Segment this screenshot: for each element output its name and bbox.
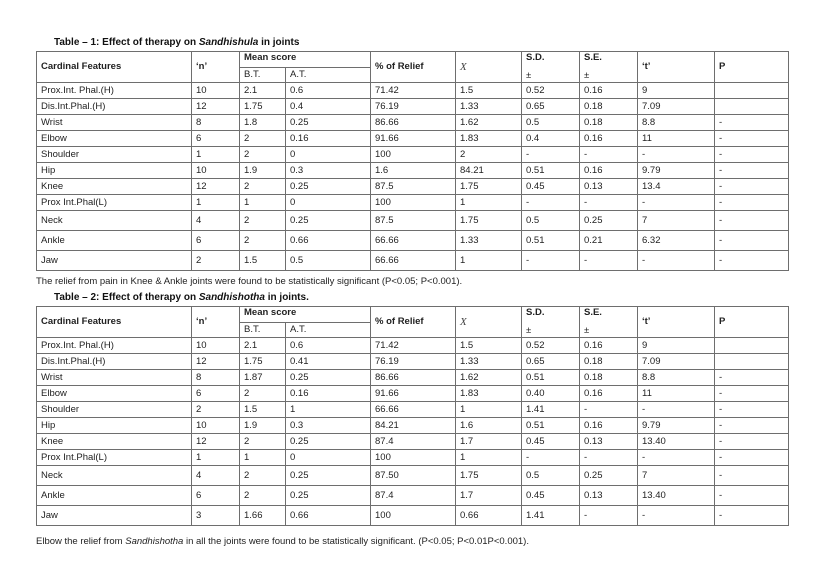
cell-at: 0	[286, 450, 371, 466]
table1	[36, 51, 789, 271]
cell-t: -	[638, 251, 715, 271]
cell-cardinal-feature: Prox Int.Phal(L)	[37, 450, 192, 466]
header-percent-relief: % of Relief	[371, 307, 456, 338]
cell-se: -	[580, 506, 638, 526]
cell-t: -	[638, 195, 715, 211]
table2-caption: Table – 2: Effect of therapy on Sandhishotha in joints.	[54, 292, 309, 303]
cell-sd: 0.5	[522, 466, 580, 486]
header-cardinal-features: Cardinal Features	[37, 307, 192, 338]
cell-cardinal-feature: Neck	[37, 466, 192, 486]
cell-n: 10	[192, 418, 240, 434]
cell-cardinal-feature: Prox.Int. Phal.(H)	[37, 83, 192, 99]
cell-n: 3	[192, 506, 240, 526]
cell-relief: 87.4	[371, 434, 456, 450]
cell-at: 0.25	[286, 466, 371, 486]
cell-cardinal-feature: Hip	[37, 163, 192, 179]
cell-n: 6	[192, 486, 240, 506]
header-cardinal-features: Cardinal Features	[37, 52, 192, 83]
cell-relief: 100	[371, 450, 456, 466]
table-row	[37, 115, 789, 131]
header-se: S.E. ±	[580, 307, 638, 338]
cell-x: 1.75	[456, 211, 522, 231]
cell-t: 7.09	[638, 99, 715, 115]
table-row	[37, 402, 789, 418]
cell-cardinal-feature: Ankle	[37, 231, 192, 251]
header-n: ‘n’	[192, 307, 240, 338]
cell-n: 6	[192, 231, 240, 251]
cell-cardinal-feature: Prox.Int. Phal.(H)	[37, 338, 192, 354]
cell-cardinal-feature: Hip	[37, 418, 192, 434]
table-row	[37, 83, 789, 99]
cell-se: 0.13	[580, 179, 638, 195]
cell-se: 0.16	[580, 386, 638, 402]
table-row	[37, 486, 789, 506]
cell-at: 0.6	[286, 83, 371, 99]
cell-p: -	[715, 506, 789, 526]
cell-n: 10	[192, 338, 240, 354]
cell-sd: -	[522, 251, 580, 271]
cell-se: 0.13	[580, 434, 638, 450]
cell-cardinal-feature: Wrist	[37, 370, 192, 386]
cell-cardinal-feature: Elbow	[37, 386, 192, 402]
cell-bt: 2	[240, 486, 286, 506]
cell-at: 1	[286, 402, 371, 418]
cell-sd: 0.4	[522, 131, 580, 147]
cell-relief: 1.6	[371, 163, 456, 179]
cell-se: -	[580, 251, 638, 271]
cell-se: 0.18	[580, 370, 638, 386]
cell-x: 1.83	[456, 386, 522, 402]
table-row	[37, 434, 789, 450]
header-se: S.E. ±	[580, 52, 638, 83]
cell-x: 1.33	[456, 354, 522, 370]
cell-n: 12	[192, 354, 240, 370]
cell-bt: 2.1	[240, 83, 286, 99]
cell-x: 1.6	[456, 418, 522, 434]
cell-p: -	[715, 402, 789, 418]
cell-bt: 2	[240, 179, 286, 195]
cell-bt: 2	[240, 147, 286, 163]
cell-n: 10	[192, 163, 240, 179]
cell-p: -	[715, 115, 789, 131]
cell-at: 0	[286, 147, 371, 163]
cell-p: -	[715, 434, 789, 450]
cell-bt: 2	[240, 466, 286, 486]
cell-p	[715, 99, 789, 115]
cell-bt: 1.75	[240, 99, 286, 115]
cell-se: 0.16	[580, 338, 638, 354]
cell-t: 13.40	[638, 434, 715, 450]
table2-header-row	[37, 307, 789, 323]
cell-bt: 2.1	[240, 338, 286, 354]
cell-t: -	[638, 450, 715, 466]
cell-n: 1	[192, 147, 240, 163]
cell-relief: 66.66	[371, 402, 456, 418]
cell-at: 0.25	[286, 115, 371, 131]
cell-p: -	[715, 179, 789, 195]
header-p: P	[715, 52, 789, 83]
cell-p: -	[715, 386, 789, 402]
cell-t: -	[638, 506, 715, 526]
cell-sd: 0.5	[522, 115, 580, 131]
cell-relief: 86.66	[371, 115, 456, 131]
cell-se: 0.25	[580, 466, 638, 486]
cell-cardinal-feature: Jaw	[37, 251, 192, 271]
cell-t: 9.79	[638, 163, 715, 179]
header-mean-score: Mean score	[240, 307, 371, 323]
cell-at: 0.3	[286, 418, 371, 434]
cell-x: 2	[456, 147, 522, 163]
cell-x: 1	[456, 450, 522, 466]
cell-p: -	[715, 131, 789, 147]
cell-n: 8	[192, 370, 240, 386]
cell-se: 0.18	[580, 354, 638, 370]
cell-t: 7	[638, 211, 715, 231]
table-row	[37, 131, 789, 147]
cell-at: 0.25	[286, 179, 371, 195]
cell-t: 9.79	[638, 418, 715, 434]
header-percent-relief: % of Relief	[371, 52, 456, 83]
cell-p: -	[715, 370, 789, 386]
cell-x: 1.5	[456, 338, 522, 354]
cell-n: 12	[192, 179, 240, 195]
header-t: ‘t’	[638, 52, 715, 83]
cell-bt: 1.5	[240, 251, 286, 271]
cell-bt: 1.87	[240, 370, 286, 386]
cell-t: 9	[638, 338, 715, 354]
cell-p	[715, 354, 789, 370]
cell-cardinal-feature: Prox Int.Phal(L)	[37, 195, 192, 211]
cell-bt: 1.9	[240, 418, 286, 434]
cell-p: -	[715, 231, 789, 251]
cell-cardinal-feature: Shoulder	[37, 147, 192, 163]
cell-x: 1.75	[456, 466, 522, 486]
table-row	[37, 195, 789, 211]
cell-bt: 2	[240, 131, 286, 147]
cell-at: 0.25	[286, 370, 371, 386]
header-sd: S.D. ±	[522, 307, 580, 338]
cell-se: -	[580, 147, 638, 163]
cell-t: 6.32	[638, 231, 715, 251]
cell-n: 6	[192, 386, 240, 402]
cell-bt: 1	[240, 450, 286, 466]
cell-bt: 1.66	[240, 506, 286, 526]
header-x: X	[456, 52, 522, 83]
cell-relief: 91.66	[371, 386, 456, 402]
cell-n: 10	[192, 83, 240, 99]
cell-bt: 2	[240, 231, 286, 251]
cell-t: -	[638, 147, 715, 163]
header-sd: S.D. ±	[522, 52, 580, 83]
cell-bt: 1.9	[240, 163, 286, 179]
cell-cardinal-feature: Knee	[37, 434, 192, 450]
cell-sd: -	[522, 195, 580, 211]
cell-se: 0.18	[580, 115, 638, 131]
cell-se: -	[580, 450, 638, 466]
cell-cardinal-feature: Dis.Int.Phal.(H)	[37, 99, 192, 115]
cell-at: 0	[286, 195, 371, 211]
header-at: A.T.	[286, 67, 371, 83]
cell-sd: 1.41	[522, 506, 580, 526]
cell-p: -	[715, 211, 789, 231]
cell-sd: 0.51	[522, 163, 580, 179]
cell-x: 1.62	[456, 370, 522, 386]
cell-n: 4	[192, 466, 240, 486]
header-bt: B.T.	[240, 322, 286, 338]
cell-n: 1	[192, 450, 240, 466]
cell-se: 0.16	[580, 131, 638, 147]
cell-sd: 0.65	[522, 99, 580, 115]
cell-x: 84.21	[456, 163, 522, 179]
cell-relief: 66.66	[371, 231, 456, 251]
cell-relief: 84.21	[371, 418, 456, 434]
table1-caption: Table – 1: Effect of therapy on Sandhishula in joints	[54, 37, 300, 48]
cell-n: 8	[192, 115, 240, 131]
cell-at: 0.5	[286, 251, 371, 271]
cell-x: 1.62	[456, 115, 522, 131]
cell-cardinal-feature: Shoulder	[37, 402, 192, 418]
cell-p: -	[715, 251, 789, 271]
cell-se: 0.13	[580, 486, 638, 506]
cell-p	[715, 83, 789, 99]
cell-sd: 0.45	[522, 434, 580, 450]
cell-relief: 87.50	[371, 466, 456, 486]
cell-x: 1.33	[456, 231, 522, 251]
header-at: A.T.	[286, 322, 371, 338]
cell-relief: 71.42	[371, 83, 456, 99]
cell-se: 0.16	[580, 83, 638, 99]
cell-bt: 1	[240, 195, 286, 211]
cell-p: -	[715, 195, 789, 211]
cell-at: 0.16	[286, 131, 371, 147]
table-row	[37, 251, 789, 271]
header-mean-score: Mean score	[240, 52, 371, 68]
cell-sd: 0.45	[522, 486, 580, 506]
cell-relief: 71.42	[371, 338, 456, 354]
cell-x: 1	[456, 195, 522, 211]
cell-p	[715, 338, 789, 354]
cell-relief: 100	[371, 506, 456, 526]
cell-cardinal-feature: Elbow	[37, 131, 192, 147]
cell-sd: 0.45	[522, 179, 580, 195]
cell-sd: 0.51	[522, 418, 580, 434]
cell-se: 0.16	[580, 418, 638, 434]
cell-relief: 100	[371, 195, 456, 211]
cell-bt: 2	[240, 386, 286, 402]
cell-n: 12	[192, 99, 240, 115]
cell-t: -	[638, 402, 715, 418]
cell-p: -	[715, 486, 789, 506]
cell-sd: 0.40	[522, 386, 580, 402]
cell-t: 7.09	[638, 354, 715, 370]
table-row	[37, 450, 789, 466]
cell-x: 1.7	[456, 434, 522, 450]
cell-se: 0.25	[580, 211, 638, 231]
cell-se: 0.21	[580, 231, 638, 251]
cell-t: 11	[638, 131, 715, 147]
table2	[36, 306, 789, 526]
cell-relief: 87.5	[371, 179, 456, 195]
table-row	[37, 418, 789, 434]
cell-t: 7	[638, 466, 715, 486]
cell-relief: 66.66	[371, 251, 456, 271]
table1-header-row	[37, 52, 789, 68]
cell-at: 0.16	[286, 386, 371, 402]
cell-se: 0.18	[580, 99, 638, 115]
cell-sd: 0.51	[522, 231, 580, 251]
cell-x: 1	[456, 251, 522, 271]
cell-bt: 2	[240, 211, 286, 231]
cell-t: 13.40	[638, 486, 715, 506]
cell-relief: 76.19	[371, 99, 456, 115]
header-x: X	[456, 307, 522, 338]
cell-cardinal-feature: Jaw	[37, 506, 192, 526]
header-bt: B.T.	[240, 67, 286, 83]
cell-t: 13.4	[638, 179, 715, 195]
cell-x: 1.83	[456, 131, 522, 147]
header-t: ‘t’	[638, 307, 715, 338]
cell-n: 12	[192, 434, 240, 450]
cell-x: 1.7	[456, 486, 522, 506]
cell-at: 0.25	[286, 211, 371, 231]
table-row	[37, 211, 789, 231]
cell-se: -	[580, 402, 638, 418]
table-row	[37, 370, 789, 386]
cell-n: 2	[192, 251, 240, 271]
table-row	[37, 231, 789, 251]
cell-bt: 2	[240, 434, 286, 450]
table-row	[37, 506, 789, 526]
cell-x: 1.75	[456, 179, 522, 195]
cell-t: 11	[638, 386, 715, 402]
cell-sd: 0.65	[522, 354, 580, 370]
cell-n: 1	[192, 195, 240, 211]
cell-at: 0.25	[286, 434, 371, 450]
table-row	[37, 466, 789, 486]
cell-se: 0.16	[580, 163, 638, 179]
cell-sd: 0.5	[522, 211, 580, 231]
cell-sd: 0.51	[522, 370, 580, 386]
cell-p: -	[715, 147, 789, 163]
cell-n: 4	[192, 211, 240, 231]
cell-cardinal-feature: Neck	[37, 211, 192, 231]
table-row	[37, 147, 789, 163]
cell-relief: 91.66	[371, 131, 456, 147]
cell-sd: -	[522, 147, 580, 163]
cell-relief: 87.5	[371, 211, 456, 231]
cell-p: -	[715, 450, 789, 466]
cell-n: 6	[192, 131, 240, 147]
cell-sd: -	[522, 450, 580, 466]
cell-relief: 100	[371, 147, 456, 163]
cell-n: 2	[192, 402, 240, 418]
cell-bt: 1.8	[240, 115, 286, 131]
table-row	[37, 338, 789, 354]
cell-t: 8.8	[638, 370, 715, 386]
cell-cardinal-feature: Dis.Int.Phal.(H)	[37, 354, 192, 370]
cell-sd: 0.52	[522, 338, 580, 354]
cell-at: 0.41	[286, 354, 371, 370]
cell-sd: 0.52	[522, 83, 580, 99]
table-row	[37, 354, 789, 370]
cell-bt: 1.75	[240, 354, 286, 370]
table-row	[37, 99, 789, 115]
table-row	[37, 179, 789, 195]
table-row	[37, 163, 789, 179]
cell-at: 0.4	[286, 99, 371, 115]
cell-cardinal-feature: Knee	[37, 179, 192, 195]
cell-relief: 76.19	[371, 354, 456, 370]
cell-p: -	[715, 466, 789, 486]
cell-cardinal-feature: Wrist	[37, 115, 192, 131]
cell-sd: 1.41	[522, 402, 580, 418]
header-n: ‘n’	[192, 52, 240, 83]
cell-x: 0.66	[456, 506, 522, 526]
cell-at: 0.66	[286, 231, 371, 251]
table1-note: The relief from pain in Knee & Ankle joints were found to be statistically significant (P<0.05; P<0.001).	[36, 276, 463, 287]
table2-note: Elbow the relief from Sandhishotha in all the joints were found to be statistically significant. (P<0.05; P<0.01P<0.001).	[36, 536, 529, 547]
cell-relief: 86.66	[371, 370, 456, 386]
cell-at: 0.6	[286, 338, 371, 354]
table-row	[37, 386, 789, 402]
cell-se: -	[580, 195, 638, 211]
cell-at: 0.66	[286, 506, 371, 526]
cell-p: -	[715, 163, 789, 179]
cell-relief: 87.4	[371, 486, 456, 506]
cell-bt: 1.5	[240, 402, 286, 418]
cell-p: -	[715, 418, 789, 434]
header-p: P	[715, 307, 789, 338]
cell-x: 1	[456, 402, 522, 418]
cell-t: 9	[638, 83, 715, 99]
cell-at: 0.25	[286, 486, 371, 506]
cell-t: 8.8	[638, 115, 715, 131]
cell-at: 0.3	[286, 163, 371, 179]
cell-cardinal-feature: Ankle	[37, 486, 192, 506]
cell-x: 1.33	[456, 99, 522, 115]
cell-x: 1.5	[456, 83, 522, 99]
